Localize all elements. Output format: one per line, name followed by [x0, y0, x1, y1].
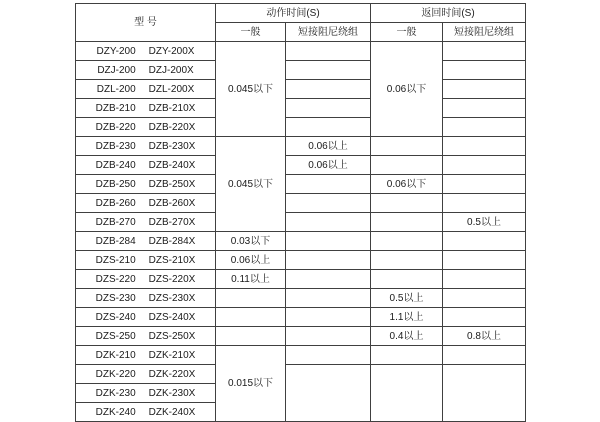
action-time-damped-cell	[286, 289, 371, 308]
model-variant: DZJ-200X	[148, 64, 194, 76]
action-time-general-cell: 0.045以下	[216, 42, 286, 137]
header-action-time: 动作时间(S)	[216, 4, 371, 23]
model-cell	[76, 80, 216, 99]
model-cell	[76, 194, 216, 213]
relay-timing-table	[75, 3, 526, 422]
model-pair	[76, 157, 215, 174]
model-variant: DZS-220X	[148, 273, 196, 285]
model-pair	[76, 138, 215, 155]
table-row	[76, 308, 526, 327]
table-row	[76, 365, 526, 384]
table-row	[76, 61, 526, 80]
model-variant: DZB-260X	[148, 197, 196, 209]
model-base: DZB-284	[95, 235, 136, 247]
action-time-general-cell: 0.11以上	[216, 270, 286, 289]
model-variant: DZS-210X	[148, 254, 196, 266]
model-base: DZK-230	[95, 387, 136, 399]
model-base: DZS-240	[95, 311, 136, 323]
action-time-damped-cell	[286, 346, 371, 365]
model-variant: DZK-230X	[148, 387, 196, 399]
return-time-damped-cell	[443, 346, 526, 365]
return-time-damped-cell	[443, 194, 526, 213]
return-time-general-cell: 0.5以上	[371, 289, 443, 308]
return-time-damped-cell	[443, 118, 526, 137]
table-header	[76, 4, 526, 42]
model-variant: DZB-250X	[148, 178, 196, 190]
return-time-general-cell	[371, 156, 443, 175]
model-base: DZS-230	[95, 292, 136, 304]
return-time-damped-cell	[443, 365, 526, 422]
header-return-general: 一般	[371, 23, 443, 42]
model-base: DZS-210	[95, 254, 136, 266]
action-time-damped-cell	[286, 327, 371, 346]
model-base: DZB-220	[95, 121, 136, 133]
return-time-damped-cell	[443, 137, 526, 156]
action-time-damped-cell	[286, 42, 371, 61]
relay-timing-table-wrap	[75, 3, 526, 422]
model-cell	[76, 270, 216, 289]
model-base: DZK-220	[95, 368, 136, 380]
return-time-general-cell	[371, 251, 443, 270]
table-row	[76, 42, 526, 61]
model-base: DZK-240	[95, 406, 136, 418]
table-row	[76, 327, 526, 346]
table-row	[76, 270, 526, 289]
model-variant: DZB-240X	[148, 159, 196, 171]
model-base: DZS-220	[95, 273, 136, 285]
model-cell	[76, 213, 216, 232]
header-action-general: 一般	[216, 23, 286, 42]
action-time-damped-cell	[286, 251, 371, 270]
table-row	[76, 137, 526, 156]
return-time-damped-cell	[443, 80, 526, 99]
model-cell	[76, 289, 216, 308]
model-variant: DZB-220X	[148, 121, 196, 133]
model-variant: DZK-240X	[148, 406, 196, 418]
model-cell	[76, 232, 216, 251]
model-pair	[76, 385, 215, 402]
model-cell	[76, 61, 216, 80]
model-pair	[76, 214, 215, 231]
table-row	[76, 194, 526, 213]
model-cell	[76, 175, 216, 194]
action-time-general-cell: 0.03以下	[216, 232, 286, 251]
table-row	[76, 213, 526, 232]
return-time-general-cell: 0.4以上	[371, 327, 443, 346]
return-time-general-cell	[371, 270, 443, 289]
model-cell	[76, 327, 216, 346]
table-row	[76, 346, 526, 365]
return-time-damped-cell	[443, 42, 526, 61]
model-cell	[76, 365, 216, 384]
return-time-damped-cell: 0.8以上	[443, 327, 526, 346]
model-base: DZB-210	[95, 102, 136, 114]
table-row	[76, 80, 526, 99]
action-time-general-cell: 0.015以下	[216, 346, 286, 422]
return-time-general-cell	[371, 137, 443, 156]
model-pair	[76, 366, 215, 383]
action-time-general-cell: 0.06以上	[216, 251, 286, 270]
model-cell	[76, 156, 216, 175]
action-time-damped-cell: 0.06以上	[286, 156, 371, 175]
model-pair	[76, 43, 215, 60]
model-cell	[76, 137, 216, 156]
action-time-damped-cell	[286, 80, 371, 99]
table-row	[76, 118, 526, 137]
return-time-damped-cell	[443, 61, 526, 80]
model-pair	[76, 62, 215, 79]
model-variant: DZB-270X	[148, 216, 196, 228]
table-row	[76, 232, 526, 251]
action-time-damped-cell	[286, 365, 371, 422]
action-time-damped-cell	[286, 118, 371, 137]
model-cell	[76, 118, 216, 137]
model-cell	[76, 42, 216, 61]
model-variant: DZS-240X	[148, 311, 196, 323]
model-variant: DZB-210X	[148, 102, 196, 114]
model-variant: DZY-200X	[148, 45, 195, 57]
action-time-general-cell	[216, 289, 286, 308]
model-base: DZB-240	[95, 159, 136, 171]
return-time-damped-cell	[443, 156, 526, 175]
model-base: DZK-210	[95, 349, 136, 361]
return-time-general-cell: 0.06以下	[371, 175, 443, 194]
return-time-damped-cell	[443, 175, 526, 194]
return-time-general-cell: 1.1以上	[371, 308, 443, 327]
table-row	[76, 289, 526, 308]
model-pair	[76, 290, 215, 307]
model-cell	[76, 346, 216, 365]
action-time-damped-cell	[286, 308, 371, 327]
return-time-damped-cell	[443, 289, 526, 308]
model-pair	[76, 119, 215, 136]
return-time-general-cell	[371, 194, 443, 213]
return-time-general-cell	[371, 232, 443, 251]
model-pair	[76, 328, 215, 345]
action-time-damped-cell	[286, 99, 371, 118]
return-time-general-cell	[371, 346, 443, 365]
model-variant: DZK-210X	[148, 349, 196, 361]
model-variant: DZB-230X	[148, 140, 196, 152]
return-time-damped-cell	[443, 251, 526, 270]
return-time-general-cell	[371, 365, 443, 422]
model-variant: DZL-200X	[148, 83, 195, 95]
action-time-damped-cell	[286, 270, 371, 289]
table-row	[76, 99, 526, 118]
model-pair	[76, 81, 215, 98]
model-pair	[76, 404, 215, 421]
action-time-general-cell	[216, 308, 286, 327]
header-model: 型 号	[76, 4, 216, 42]
table-row	[76, 175, 526, 194]
model-base: DZY-200	[96, 45, 136, 57]
model-variant: DZS-250X	[148, 330, 196, 342]
model-base: DZL-200	[96, 83, 136, 95]
table-body	[76, 42, 526, 422]
return-time-damped-cell: 0.5以上	[443, 213, 526, 232]
model-base: DZB-270	[95, 216, 136, 228]
model-variant: DZK-220X	[148, 368, 196, 380]
header-row-groups	[76, 4, 526, 23]
model-base: DZS-250	[95, 330, 136, 342]
model-base: DZB-260	[95, 197, 136, 209]
model-cell	[76, 251, 216, 270]
header-return-damped-winding: 短接阻尼绕组	[443, 23, 526, 42]
model-base: DZJ-200	[97, 64, 136, 76]
return-time-damped-cell	[443, 232, 526, 251]
action-time-damped-cell	[286, 175, 371, 194]
model-pair	[76, 347, 215, 364]
return-time-damped-cell	[443, 308, 526, 327]
model-base: DZB-250	[95, 178, 136, 190]
action-time-general-cell	[216, 327, 286, 346]
model-cell	[76, 403, 216, 422]
model-pair	[76, 252, 215, 269]
action-time-damped-cell	[286, 232, 371, 251]
model-pair	[76, 100, 215, 117]
table-row	[76, 156, 526, 175]
model-pair	[76, 271, 215, 288]
model-base: DZB-230	[95, 140, 136, 152]
model-cell	[76, 99, 216, 118]
return-time-general-cell: 0.06以下	[371, 42, 443, 137]
header-return-time: 返回时间(S)	[371, 4, 526, 23]
action-time-general-cell: 0.045以下	[216, 137, 286, 232]
model-pair	[76, 176, 215, 193]
return-time-general-cell	[371, 213, 443, 232]
model-pair	[76, 309, 215, 326]
return-time-damped-cell	[443, 99, 526, 118]
action-time-damped-cell	[286, 213, 371, 232]
model-cell	[76, 308, 216, 327]
header-action-damped-winding: 短接阻尼绕组	[286, 23, 371, 42]
model-pair	[76, 233, 215, 250]
model-variant: DZS-230X	[148, 292, 196, 304]
table-row	[76, 251, 526, 270]
action-time-damped-cell	[286, 194, 371, 213]
model-variant: DZB-284X	[148, 235, 196, 247]
model-pair	[76, 195, 215, 212]
action-time-damped-cell: 0.06以上	[286, 137, 371, 156]
action-time-damped-cell	[286, 61, 371, 80]
return-time-damped-cell	[443, 270, 526, 289]
